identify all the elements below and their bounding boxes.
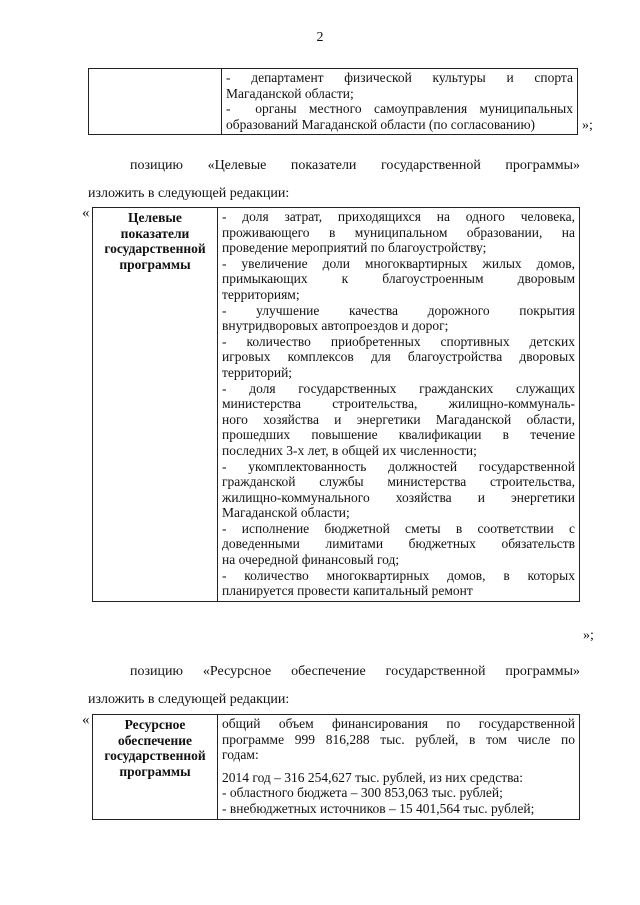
text-line: - департамент физической культуры и спорта (226, 70, 573, 85)
table-text-cell (218, 208, 580, 602)
table-label-cell (93, 208, 218, 602)
table-resource-provision (92, 714, 580, 820)
text-line: проведение мероприятий по благоустройству; (222, 240, 487, 256)
text-line: последних 3-х лет, в общей их численности; (222, 442, 477, 458)
text-line: доведенными лимитами бюджетных обязательств (222, 536, 575, 552)
text-line: жилищно-коммунального хозяйства и энергетики (222, 489, 575, 505)
label-line: Целевые (128, 210, 182, 225)
label-line: программы (119, 256, 191, 272)
opening-quote: « (82, 712, 90, 728)
text-line: примыкающих к благоустроенным дворовым (222, 271, 575, 287)
text-line: - количество приобретенных спортивных детских (222, 333, 575, 349)
text-line: игровых комплексов для благоустройства дворовых (222, 349, 575, 365)
label-line: государственной (104, 241, 206, 257)
text-line: планируется провести капитальный ремонт (222, 583, 473, 599)
instruction-line: позицию «Целевые показатели государственной программы» (130, 158, 580, 173)
text-line: прошедших повышение квалификации в течение (222, 427, 575, 443)
text-line: - укомплектованность должностей государственной (222, 458, 575, 474)
closing-quote: »; (583, 628, 594, 643)
text-line: министерства строительства, жилищно-коммуналь- (222, 396, 575, 412)
closing-quote: »; (582, 118, 593, 133)
instruction-line: изложить в следующей редакции: (88, 186, 290, 201)
page-number: 2 (316, 30, 324, 45)
text-line: - улучшение качества дорожного покрытия (222, 302, 575, 318)
label-line: показатели (120, 225, 190, 241)
text-line: Магаданской области; (222, 505, 350, 521)
text-line: проживающего в муниципальном образовании, на (222, 224, 575, 240)
text-line: - доля государственных гражданских служащих (222, 380, 575, 396)
text-line: - органы местного самоуправления муниципальных (226, 101, 573, 117)
text-line: образований Магаданской области (по согласованию) (226, 116, 536, 132)
text-line: - областного бюджета – 300 853,063 тыс. рублей; (222, 785, 503, 801)
label-line: государственной (104, 748, 206, 764)
label-line: программы (119, 763, 191, 779)
text-line: гражданской службы министерства строительства, (222, 474, 575, 490)
table-target-indicators (92, 207, 580, 602)
text-line: - увеличение доли многоквартирных жилых домов, (222, 255, 575, 271)
text-line: на очередной финансовый год; (222, 552, 400, 568)
table-label-cell (93, 715, 218, 820)
text-line: годам: (222, 747, 259, 763)
label-line: Ресурсное (124, 717, 186, 732)
table-label-cell (89, 69, 222, 135)
instruction-line: позицию «Ресурсное обеспечение государственной программы» (130, 664, 580, 679)
text-line: общий объем финансирования по государственной (222, 716, 575, 731)
text-line: внутридворовых автопроездов и дорог; (222, 318, 449, 334)
text-line: - внебюджетных источников – 15 401,564 тыс. рублей; (222, 800, 535, 816)
text-line: 2014 год – 316 254,627 тыс. рублей, из них средства: (222, 769, 524, 785)
instruction-line: изложить в следующей редакции: (88, 692, 290, 707)
text-line: Магаданской области; (226, 85, 354, 101)
table-text-cell (218, 715, 580, 820)
opening-quote: « (82, 205, 90, 221)
table-continuation (88, 68, 578, 135)
label-line: обеспечение (117, 732, 193, 748)
table-text-cell (222, 69, 578, 135)
text-line: - исполнение бюджетной сметы в соответствии с (222, 520, 575, 536)
text-line: территориям; (222, 286, 300, 302)
text-line: - количество многоквартирных домов, в которых (222, 567, 575, 583)
text-line: территорий; (222, 364, 293, 380)
text-line: программе 999 816,288 тыс. рублей, в том числе по (222, 731, 575, 747)
text-line: ного хозяйства и энергетики Магаданской области, (222, 411, 575, 427)
text-line: - доля затрат, приходящихся на одного человека, (222, 209, 575, 224)
